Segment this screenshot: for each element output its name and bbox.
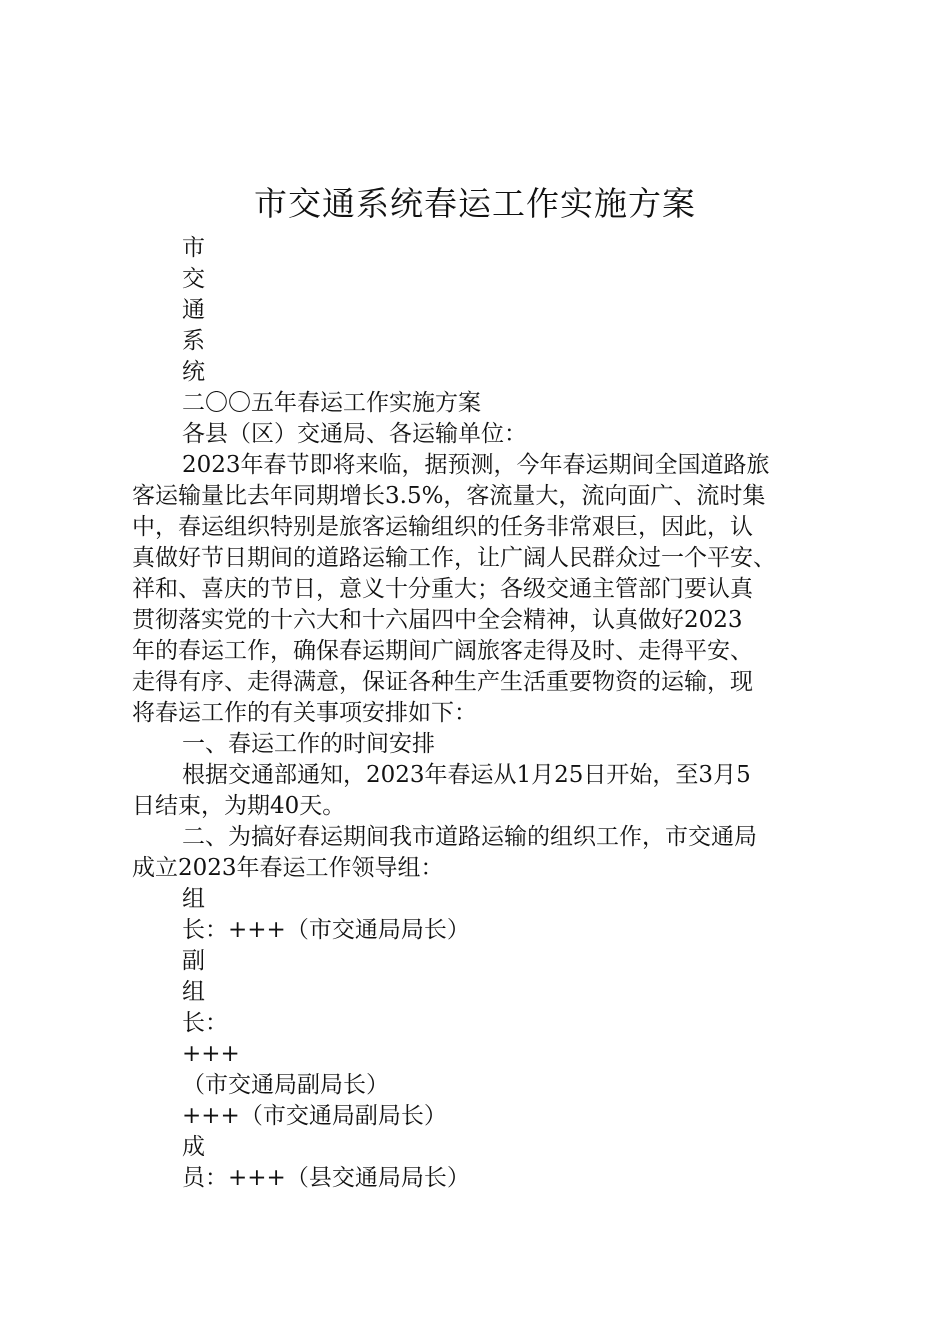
intro-line: 客运输量比去年同期增长3.5%，客流量大，流向面广、流时集 <box>132 483 766 509</box>
intro-line: 祥和、喜庆的节日，意义十分重大；各级交通主管部门要认真 <box>132 576 753 602</box>
vertical-char: 市 <box>182 235 205 261</box>
intro-line: 真做好节日期间的道路运输工作，让广阔人民群众过一个平安、 <box>132 545 776 571</box>
section-line: 根据交通部通知，2023年春运从1月25日开始，至3月5 <box>182 762 751 788</box>
salutation: 各县（区）交通局、各运输单位： <box>182 421 527 447</box>
vertical-char: 系 <box>182 328 205 354</box>
document-title: 市交通系统春运工作实施方案 <box>254 184 696 223</box>
member-line: 长： <box>182 1010 228 1036</box>
intro-line: 中，春运组织特别是旅客运输组织的任务非常艰巨，因此，认 <box>132 514 753 540</box>
intro-line: 2023年春节即将来临，据预测，今年春运期间全国道路旅 <box>182 452 770 478</box>
member-line: +++（市交通局副局长） <box>182 1103 447 1129</box>
section-line: 日结束，为期40天。 <box>132 793 346 819</box>
member-line: 组 <box>182 979 205 1005</box>
section-line: 二、为搞好春运期间我市道路运输的组织工作，市交通局 <box>182 824 757 850</box>
document-body <box>132 233 832 1194</box>
member-line: 长：+++（市交通局局长） <box>182 917 470 943</box>
member-line: 组 <box>182 886 205 912</box>
intro-line: 贯彻落实党的十六大和十六届四中全会精神，认真做好2023 <box>132 607 743 633</box>
member-line: （市交通局副局长） <box>182 1072 389 1098</box>
section-heading: 一、春运工作的时间安排 <box>182 731 435 757</box>
vertical-char: 统 <box>182 359 205 385</box>
member-line: 副 <box>182 948 205 974</box>
intro-line: 年的春运工作，确保春运期间广阔旅客走得及时、走得平安、 <box>132 638 753 664</box>
document-subtitle: 二〇〇五年春运工作实施方案 <box>182 390 481 416</box>
member-line: 成 <box>182 1134 205 1160</box>
member-line: 员：+++（县交通局局长） <box>182 1165 470 1191</box>
vertical-char: 交 <box>182 266 205 292</box>
section-line: 成立2023年春运工作领导组： <box>132 855 444 881</box>
intro-line: 走得有序、走得满意，保证各种生产生活重要物资的运输，现 <box>132 669 753 695</box>
vertical-char: 通 <box>182 297 205 323</box>
member-line: +++ <box>182 1041 240 1067</box>
intro-line: 将春运工作的有关事项安排如下： <box>132 700 477 726</box>
